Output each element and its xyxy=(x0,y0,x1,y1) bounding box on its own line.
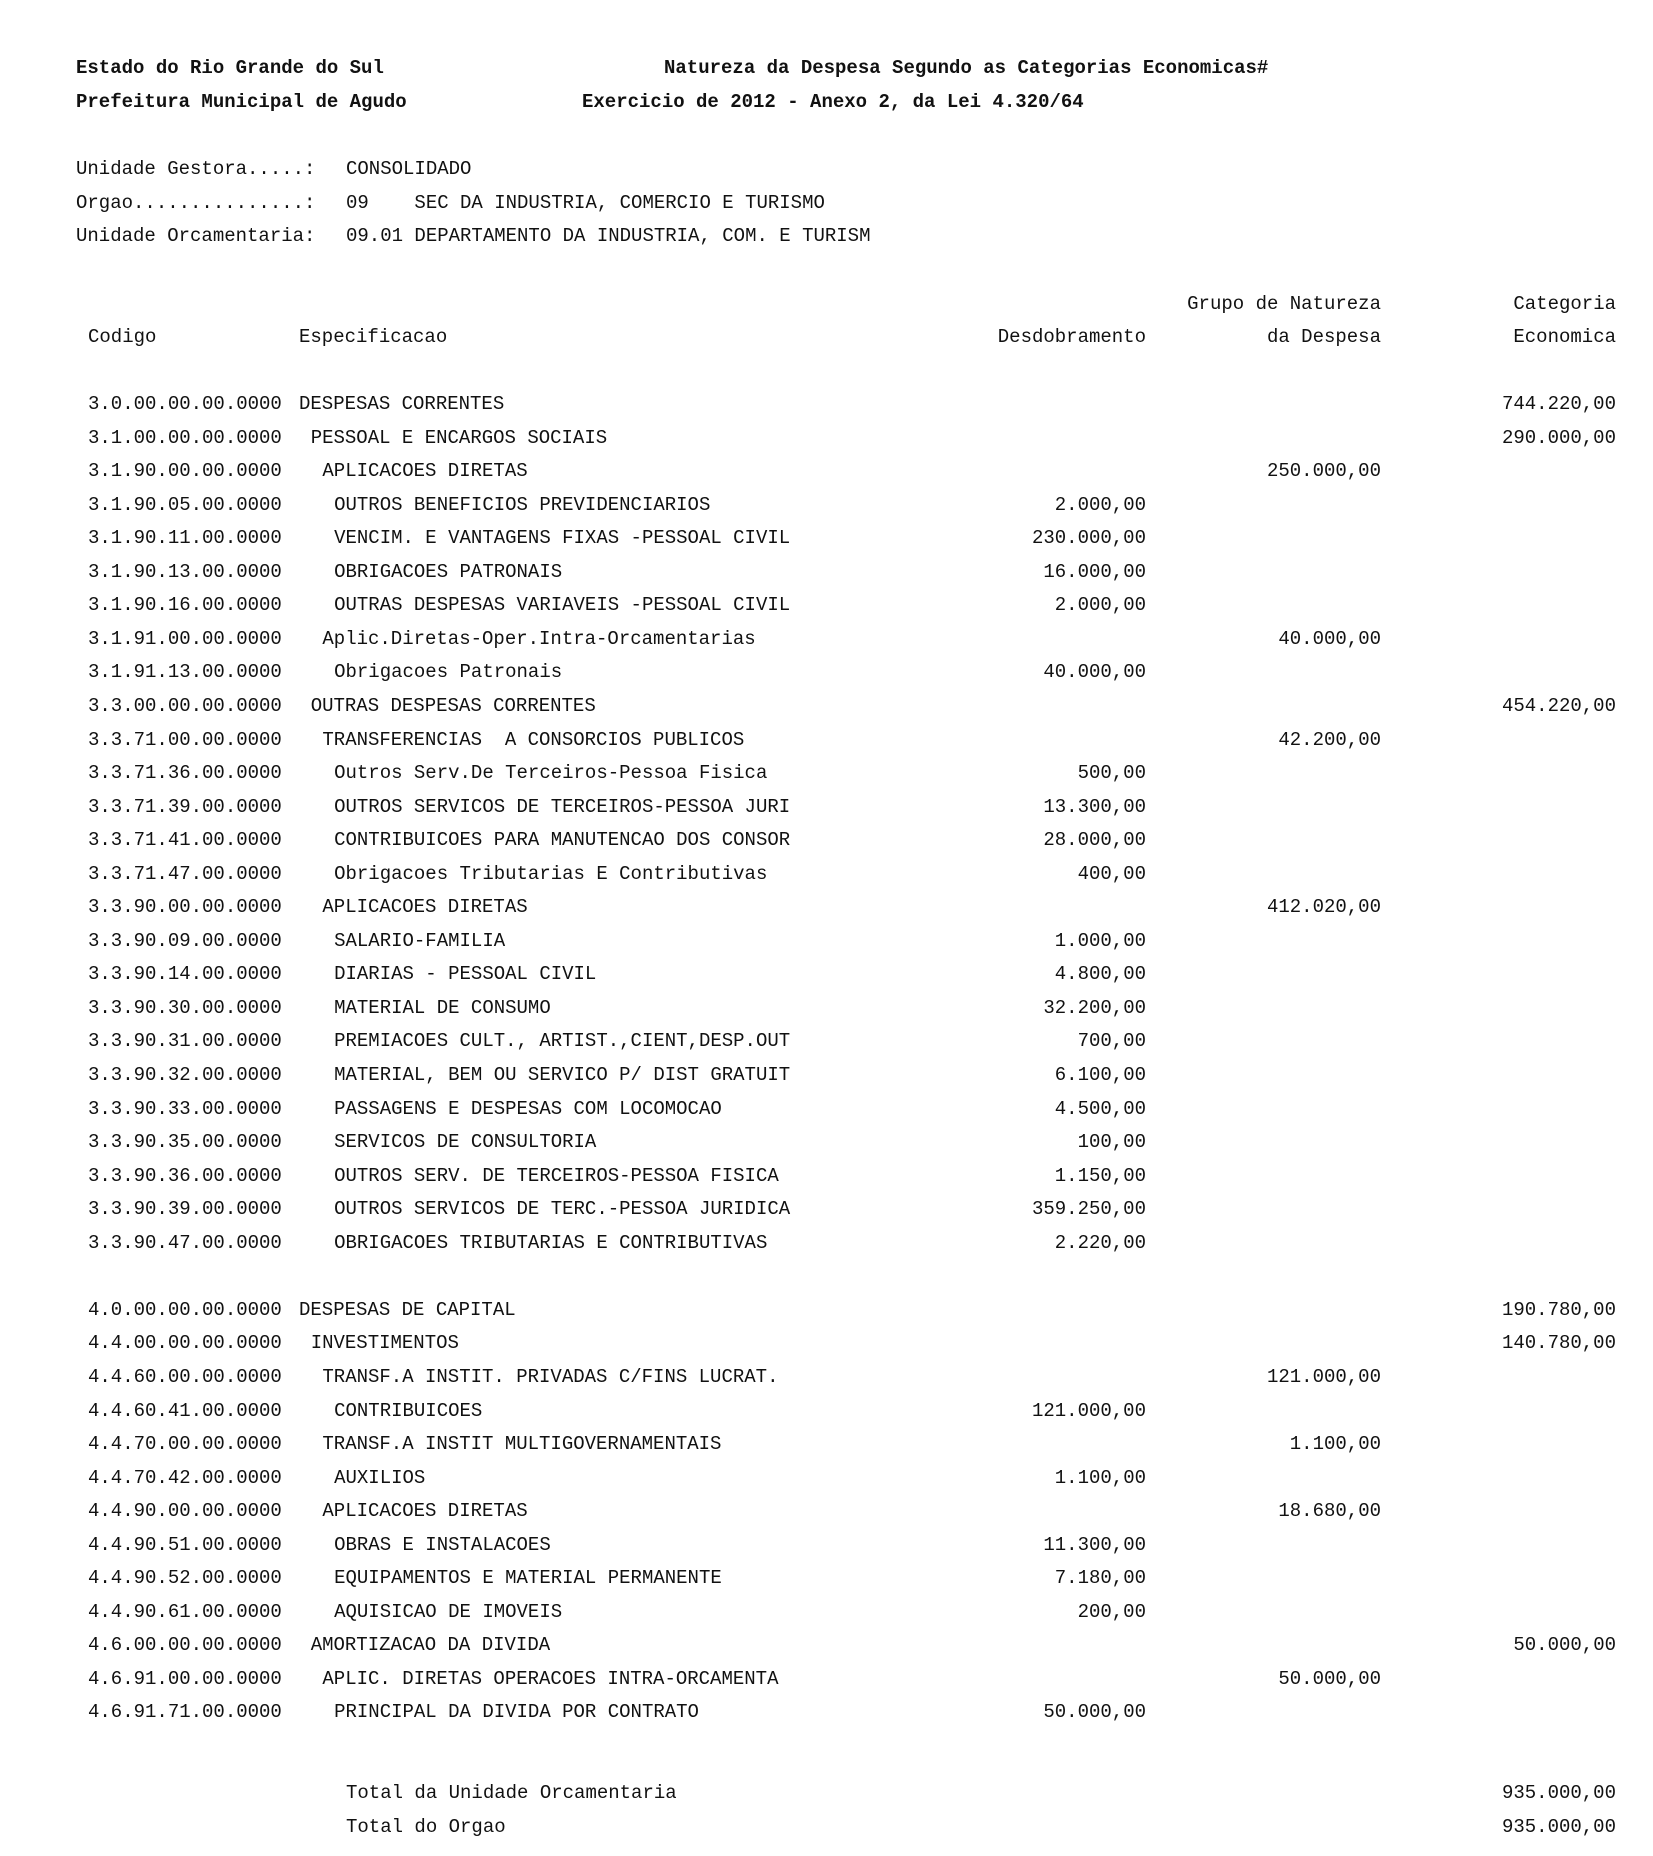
row-code: 3.3.90.39.00.0000 xyxy=(88,1198,282,1220)
row-code: 4.4.60.00.00.0000 xyxy=(88,1366,282,1388)
row-description: MATERIAL, BEM OU SERVICO P/ DIST GRATUIT xyxy=(334,1064,791,1086)
row-desdobramento: 500,00 xyxy=(1077,762,1146,784)
row-code: 4.4.90.52.00.0000 xyxy=(88,1567,282,1589)
row-code: 4.4.70.42.00.0000 xyxy=(88,1467,282,1489)
row-description: OBRAS E INSTALACOES xyxy=(334,1534,551,1556)
row-description: APLIC. DIRETAS OPERACOES INTRA-ORCAMENTA xyxy=(322,1668,779,1690)
row-code: 3.3.90.31.00.0000 xyxy=(88,1030,282,1052)
row-description: OUTRAS DESPESAS VARIAVEIS -PESSOAL CIVIL xyxy=(334,594,791,616)
state-name: Estado do Rio Grande do Sul xyxy=(76,57,384,79)
row-description: INVESTIMENTOS xyxy=(310,1332,459,1354)
row-description: Obrigacoes Patronais xyxy=(334,661,563,683)
row-description: Aplic.Diretas-Oper.Intra-Orcamentarias xyxy=(322,628,756,650)
row-description: PRINCIPAL DA DIVIDA POR CONTRATO xyxy=(334,1701,699,1723)
row-desdobramento: 4.800,00 xyxy=(1054,963,1146,985)
row-description: APLICACOES DIRETAS xyxy=(322,1500,528,1522)
row-code: 3.3.71.39.00.0000 xyxy=(88,796,282,818)
report-title: Natureza da Despesa Segundo as Categorias Economicas# xyxy=(664,57,1269,79)
row-code: 3.1.90.11.00.0000 xyxy=(88,527,282,549)
row-desdobramento: 121.000,00 xyxy=(1031,1400,1146,1422)
row-desdobramento: 2.000,00 xyxy=(1054,594,1146,616)
row-code: 3.3.71.00.00.0000 xyxy=(88,729,282,751)
row-code: 4.4.60.41.00.0000 xyxy=(88,1400,282,1422)
row-description: OUTROS SERV. DE TERCEIROS-PESSOA FISICA xyxy=(334,1165,779,1187)
report-subtitle: Exercicio de 2012 - Anexo 2, da Lei 4.320/64 xyxy=(582,91,1084,113)
row-description: APLICACOES DIRETAS xyxy=(322,896,528,918)
row-categoria-economica: 190.780,00 xyxy=(1501,1299,1616,1321)
row-description: TRANSFERENCIAS A CONSORCIOS PUBLICOS xyxy=(322,729,745,751)
row-description: VENCIM. E VANTAGENS FIXAS -PESSOAL CIVIL xyxy=(334,527,791,549)
row-code: 4.6.91.71.00.0000 xyxy=(88,1701,282,1723)
row-desdobramento: 700,00 xyxy=(1077,1030,1146,1052)
row-desdobramento: 400,00 xyxy=(1077,863,1146,885)
row-description: Obrigacoes Tributarias E Contributivas xyxy=(334,863,768,885)
row-grupo-natureza: 412.020,00 xyxy=(1266,896,1381,918)
total-label: Total do Orgao xyxy=(346,1816,506,1838)
row-code: 3.1.90.05.00.0000 xyxy=(88,494,282,516)
row-desdobramento: 2.000,00 xyxy=(1054,494,1146,516)
col-header-categoria-line2: Economica xyxy=(1513,326,1616,348)
row-description: APLICACOES DIRETAS xyxy=(322,460,528,482)
row-code: 3.3.90.14.00.0000 xyxy=(88,963,282,985)
row-description: OUTROS SERVICOS DE TERCEIROS-PESSOA JURI xyxy=(334,796,791,818)
total-label: Total da Unidade Orcamentaria xyxy=(346,1782,677,1804)
row-desdobramento: 4.500,00 xyxy=(1054,1098,1146,1120)
row-desdobramento: 13.300,00 xyxy=(1043,796,1146,818)
unidade-gestora-label: Unidade Gestora.....: xyxy=(76,158,316,180)
row-description: EQUIPAMENTOS E MATERIAL PERMANENTE xyxy=(334,1567,722,1589)
row-code: 3.3.00.00.00.0000 xyxy=(88,695,282,717)
row-categoria-economica: 140.780,00 xyxy=(1501,1332,1616,1354)
row-code: 3.3.71.36.00.0000 xyxy=(88,762,282,784)
row-code: 3.3.71.41.00.0000 xyxy=(88,829,282,851)
row-code: 3.1.90.16.00.0000 xyxy=(88,594,282,616)
row-desdobramento: 1.100,00 xyxy=(1054,1467,1146,1489)
row-description: SERVICOS DE CONSULTORIA xyxy=(334,1131,597,1153)
row-grupo-natureza: 121.000,00 xyxy=(1266,1366,1381,1388)
row-desdobramento: 7.180,00 xyxy=(1054,1567,1146,1589)
row-code: 4.4.70.00.00.0000 xyxy=(88,1433,282,1455)
row-description: MATERIAL DE CONSUMO xyxy=(334,997,551,1019)
row-desdobramento: 359.250,00 xyxy=(1031,1198,1146,1220)
row-desdobramento: 6.100,00 xyxy=(1054,1064,1146,1086)
row-description: DIARIAS - PESSOAL CIVIL xyxy=(334,963,597,985)
row-description: PASSAGENS E DESPESAS COM LOCOMOCAO xyxy=(334,1098,722,1120)
row-description: OBRIGACOES PATRONAIS xyxy=(334,561,563,583)
row-desdobramento: 32.200,00 xyxy=(1043,997,1146,1019)
row-description: TRANSF.A INSTIT MULTIGOVERNAMENTAIS xyxy=(322,1433,722,1455)
orgao-value: 09 SEC DA INDUSTRIA, COMERCIO E TURISMO xyxy=(346,192,825,214)
row-desdobramento: 230.000,00 xyxy=(1031,527,1146,549)
row-code: 3.3.71.47.00.0000 xyxy=(88,863,282,885)
row-desdobramento: 1.150,00 xyxy=(1054,1165,1146,1187)
row-desdobramento: 16.000,00 xyxy=(1043,561,1146,583)
unidade-orcamentaria-value: 09.01 DEPARTAMENTO DA INDUSTRIA, COM. E TURISM xyxy=(346,225,871,247)
row-desdobramento: 1.000,00 xyxy=(1054,930,1146,952)
row-description: DESPESAS DE CAPITAL xyxy=(299,1299,516,1321)
row-code: 3.3.90.30.00.0000 xyxy=(88,997,282,1019)
row-categoria-economica: 50.000,00 xyxy=(1513,1634,1616,1656)
row-grupo-natureza: 18.680,00 xyxy=(1278,1500,1381,1522)
row-code: 3.3.90.35.00.0000 xyxy=(88,1131,282,1153)
col-header-grupo-line1: Grupo de Natureza xyxy=(1187,293,1381,315)
orgao-label: Orgao...............: xyxy=(76,192,316,214)
row-desdobramento: 11.300,00 xyxy=(1043,1534,1146,1556)
row-description: SALARIO-FAMILIA xyxy=(334,930,506,952)
total-value: 935.000,00 xyxy=(1501,1816,1616,1838)
row-description: TRANSF.A INSTIT. PRIVADAS C/FINS LUCRAT. xyxy=(322,1366,779,1388)
row-description: PREMIACOES CULT., ARTIST.,CIENT,DESP.OUT xyxy=(334,1030,791,1052)
row-code: 3.1.90.13.00.0000 xyxy=(88,561,282,583)
row-description: AUXILIOS xyxy=(334,1467,426,1489)
row-code: 4.6.00.00.00.0000 xyxy=(88,1634,282,1656)
row-grupo-natureza: 50.000,00 xyxy=(1278,1668,1381,1690)
row-desdobramento: 28.000,00 xyxy=(1043,829,1146,851)
row-description: AMORTIZACAO DA DIVIDA xyxy=(310,1634,551,1656)
row-description: DESPESAS CORRENTES xyxy=(299,393,505,415)
row-code: 3.1.91.13.00.0000 xyxy=(88,661,282,683)
row-grupo-natureza: 1.100,00 xyxy=(1289,1433,1381,1455)
row-description: OUTROS SERVICOS DE TERC.-PESSOA JURIDICA xyxy=(334,1198,791,1220)
row-categoria-economica: 744.220,00 xyxy=(1501,393,1616,415)
row-code: 3.1.91.00.00.0000 xyxy=(88,628,282,650)
row-code: 4.4.90.61.00.0000 xyxy=(88,1601,282,1623)
row-code: 3.3.90.33.00.0000 xyxy=(88,1098,282,1120)
total-value: 935.000,00 xyxy=(1501,1782,1616,1804)
row-description: PESSOAL E ENCARGOS SOCIAIS xyxy=(310,427,608,449)
row-description: AQUISICAO DE IMOVEIS xyxy=(334,1601,563,1623)
col-header-desdobramento: Desdobramento xyxy=(997,326,1146,348)
row-code: 3.0.00.00.00.0000 xyxy=(88,393,282,415)
row-grupo-natureza: 40.000,00 xyxy=(1278,628,1381,650)
row-description: CONTRIBUICOES PARA MANUTENCAO DOS CONSOR xyxy=(334,829,791,851)
col-header-especificacao: Especificacao xyxy=(299,326,448,348)
row-description: Outros Serv.De Terceiros-Pessoa Fisica xyxy=(334,762,768,784)
col-header-codigo: Codigo xyxy=(88,326,157,348)
row-code: 4.4.00.00.00.0000 xyxy=(88,1332,282,1354)
row-categoria-economica: 290.000,00 xyxy=(1501,427,1616,449)
row-code: 3.3.90.32.00.0000 xyxy=(88,1064,282,1086)
row-description: OUTRAS DESPESAS CORRENTES xyxy=(310,695,596,717)
row-description: OBRIGACOES TRIBUTARIAS E CONTRIBUTIVAS xyxy=(334,1232,768,1254)
row-code: 3.3.90.47.00.0000 xyxy=(88,1232,282,1254)
row-code: 3.3.90.09.00.0000 xyxy=(88,930,282,952)
unidade-orcamentaria-label: Unidade Orcamentaria: xyxy=(76,225,316,247)
municipality-name: Prefeitura Municipal de Agudo xyxy=(76,91,407,113)
row-code: 3.3.90.36.00.0000 xyxy=(88,1165,282,1187)
row-description: CONTRIBUICOES xyxy=(334,1400,483,1422)
row-desdobramento: 2.220,00 xyxy=(1054,1232,1146,1254)
unidade-gestora-value: CONSOLIDADO xyxy=(346,158,472,180)
row-desdobramento: 200,00 xyxy=(1077,1601,1146,1623)
row-code: 4.4.90.00.00.0000 xyxy=(88,1500,282,1522)
row-desdobramento: 40.000,00 xyxy=(1043,661,1146,683)
row-desdobramento: 50.000,00 xyxy=(1043,1701,1146,1723)
row-code: 4.6.91.00.00.0000 xyxy=(88,1668,282,1690)
row-code: 3.1.90.00.00.0000 xyxy=(88,460,282,482)
row-code: 3.1.00.00.00.0000 xyxy=(88,427,282,449)
row-grupo-natureza: 42.200,00 xyxy=(1278,729,1381,751)
row-code: 3.3.90.00.00.0000 xyxy=(88,896,282,918)
row-categoria-economica: 454.220,00 xyxy=(1501,695,1616,717)
row-description: OUTROS BENEFICIOS PREVIDENCIARIOS xyxy=(334,494,711,516)
col-header-categoria-line1: Categoria xyxy=(1513,293,1616,315)
row-code: 4.4.90.51.00.0000 xyxy=(88,1534,282,1556)
row-grupo-natureza: 250.000,00 xyxy=(1266,460,1381,482)
col-header-grupo-line2: da Despesa xyxy=(1266,326,1381,348)
row-desdobramento: 100,00 xyxy=(1077,1131,1146,1153)
row-code: 4.0.00.00.00.0000 xyxy=(88,1299,282,1321)
